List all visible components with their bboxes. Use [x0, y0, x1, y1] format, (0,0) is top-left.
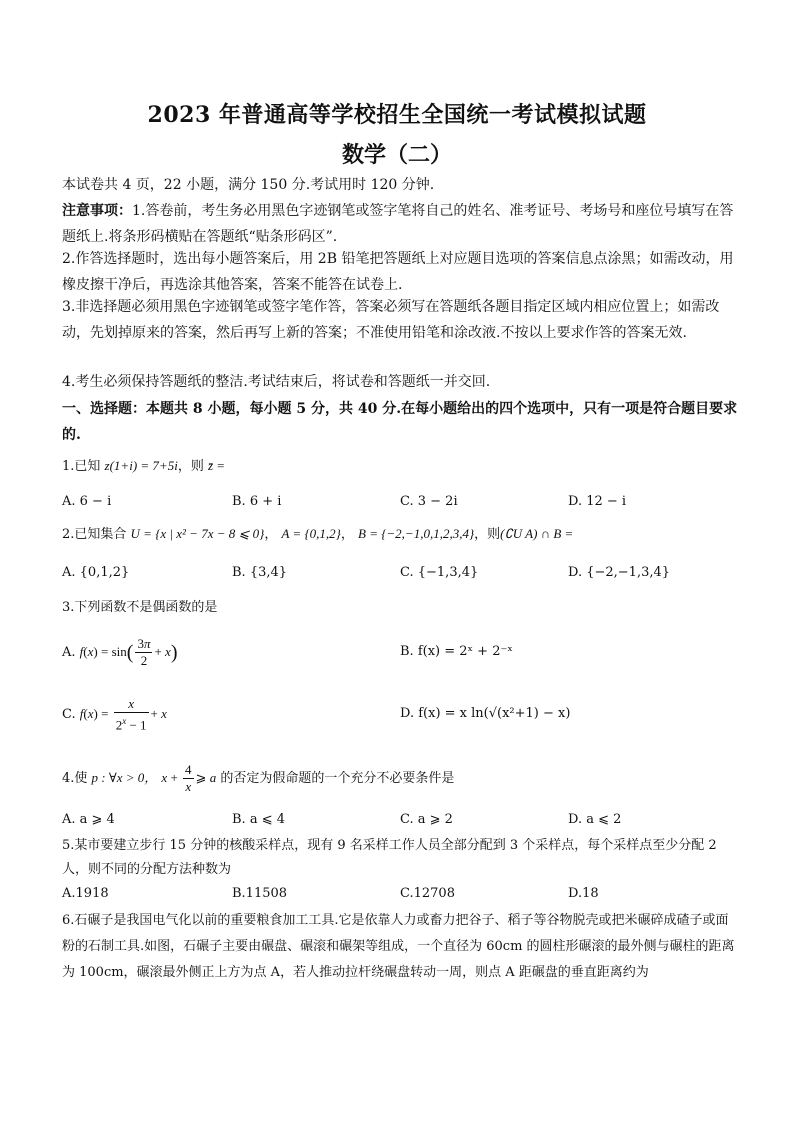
- notice-item-3: 3.非选择题必须用黑色字迹钢笔或签字笔作答，答案必须写在答题纸各题目指定区域内相应位置上；如需改动，先划掉原来的答案，然后再写上新的答案；不准使用铅笔和涂改液.不按以上要求作答的答案无效.: [62, 299, 720, 341]
- page-subtitle: 数学（二）: [341, 142, 452, 168]
- notice-label: 注意事项：: [62, 203, 132, 219]
- q4-option-d: D. a ⩽ 2: [568, 812, 622, 827]
- q4-option-b: B. a ⩽ 4: [232, 812, 285, 827]
- question-5: 5.某市要建立步行 15 分钟的核酸采样点，现有 9 名采样工作人员全部分配到 3 个采样点，每个采样点至少分配 2 人，则不同的分配方法种数为: [62, 838, 717, 877]
- notice-item-1: [62, 198, 738, 250]
- q1-option-d: D. 12 − i: [568, 494, 627, 509]
- q2-option-c: C. {−1,3,4}: [400, 565, 479, 580]
- q5-option-a: A.1918: [62, 886, 109, 901]
- q1-option-c: C. 3 − 2i: [400, 494, 458, 509]
- notice-text-1: 1.答卷前，考生务必用黑色字迹钢笔或签字笔将自己的姓名、准考证号、考场号和座位号填写在答题纸上.将条形码横贴在答题纸“贴条形码区”.: [62, 203, 734, 245]
- q3-option-a: A. f(x) = sin( $\frac{3\pi}{2}$ + x): [62, 636, 178, 668]
- q2-ask: (∁U A) ∩ B =: [500, 526, 574, 541]
- q1-prefix: 1.已知: [62, 459, 101, 474]
- question-1: [62, 454, 738, 479]
- section-heading: 一、选择题：本题共 8 小题，每小题 5 分，共 40 分.在每小题给出的四个选项中，只有一项是符合题目要求的.: [62, 401, 738, 443]
- q4-option-a: A. a ⩾ 4: [62, 812, 115, 827]
- question-6: 6.石碾子是我国电气化以前的重要粮食加工工具.它是依靠人力或畜力把谷子、稻子等谷物脱壳或把米碾碎成碴子或面粉的石制工具.如图，石碾子主要由碾盘、碾滚和碾架等组成，一个直径为 60cm 的圆柱形碾滚的最外侧与碾柱的距离为 100cm，碾滚最外侧正上方为点 A，若人推动拉杆绕碾盘转动一周，则点 A 距碾盘的垂直距离约为: [62, 913, 735, 980]
- q2-prefix: 2.已知集合: [62, 527, 127, 542]
- q2-ask-prefix: ，则: [474, 527, 501, 542]
- q3-option-c: C. f(x) = $\frac{x}{2^x - 1}$ + x: [62, 696, 167, 733]
- q1-mid: ，则: [177, 459, 204, 474]
- question-3: 3.下列函数不是偶函数的是: [62, 600, 218, 615]
- q2-option-b: B. {3,4}: [232, 565, 288, 580]
- q1-expression: z(1+i) = 7+5i: [104, 458, 178, 473]
- q2-option-d: D. {−2,−1,3,4}: [568, 565, 671, 580]
- q4-option-c: C. a ⩾ 2: [400, 812, 453, 827]
- question-4: 4.使 p : ∀x > 0， x + $\frac{4}{x}$ ⩾ a 的否定为假命题的一个充分不必要条件是: [62, 762, 455, 794]
- q2-option-a: A. {0,1,2}: [62, 565, 130, 580]
- question-2: 2.已知集合 U = {x | x² − 7x − 8 ⩽ 0}， A = {0,1,2}， B = {−2,−1,0,1,2,3,4}，则(∁U A) ∩ B =: [62, 526, 574, 542]
- q2-set-a: A = {0,1,2}: [281, 526, 341, 541]
- q4-suffix: 的否定为假命题的一个充分不必要条件是: [220, 771, 455, 786]
- q1-ask: z̄ =: [207, 458, 226, 473]
- q3-option-c-label: C.: [62, 707, 76, 723]
- q3-option-d: D. f(x) = x ln(√(x²+1) − x): [400, 706, 571, 721]
- intro-line: 本试卷共 4 页，22 小题，满分 150 分.考试用时 120 分钟.: [62, 177, 435, 193]
- page-title: 2023 年普通高等学校招生全国统一考试模拟试题: [147, 102, 647, 128]
- q4-proposition: p : ∀x > 0，: [91, 770, 158, 785]
- q1-option-b: B. 6 + i: [232, 494, 282, 509]
- q3-option-a-label: A.: [62, 645, 76, 660]
- notice-item-2: 2.作答选择题时，选出每小题答案后，用 2B 铅笔把答题纸上对应题目选项的答案信息点涂黑；如需改动，用橡皮擦干净后，再选涂其他答案，答案不能答在试卷上.: [62, 251, 734, 293]
- q2-set-b: B = {−2,−1,0,1,2,3,4}: [358, 526, 475, 541]
- q4-prefix: 4.使: [62, 771, 88, 786]
- q3-option-b: B. f(x) = 2ˣ + 2⁻ˣ: [400, 644, 513, 659]
- q2-set-u: U = {x | x² − 7x − 8 ⩽ 0}: [130, 526, 265, 541]
- q5-option-d: D.18: [568, 886, 599, 901]
- q5-option-b: B.11508: [232, 886, 288, 901]
- q1-option-a: A. 6 − i: [62, 494, 112, 509]
- notice-item-4: 4.考生必须保持答题纸的整洁.考试结束后，将试卷和答题纸一并交回.: [62, 374, 491, 390]
- q5-option-c: C.12708: [400, 886, 455, 901]
